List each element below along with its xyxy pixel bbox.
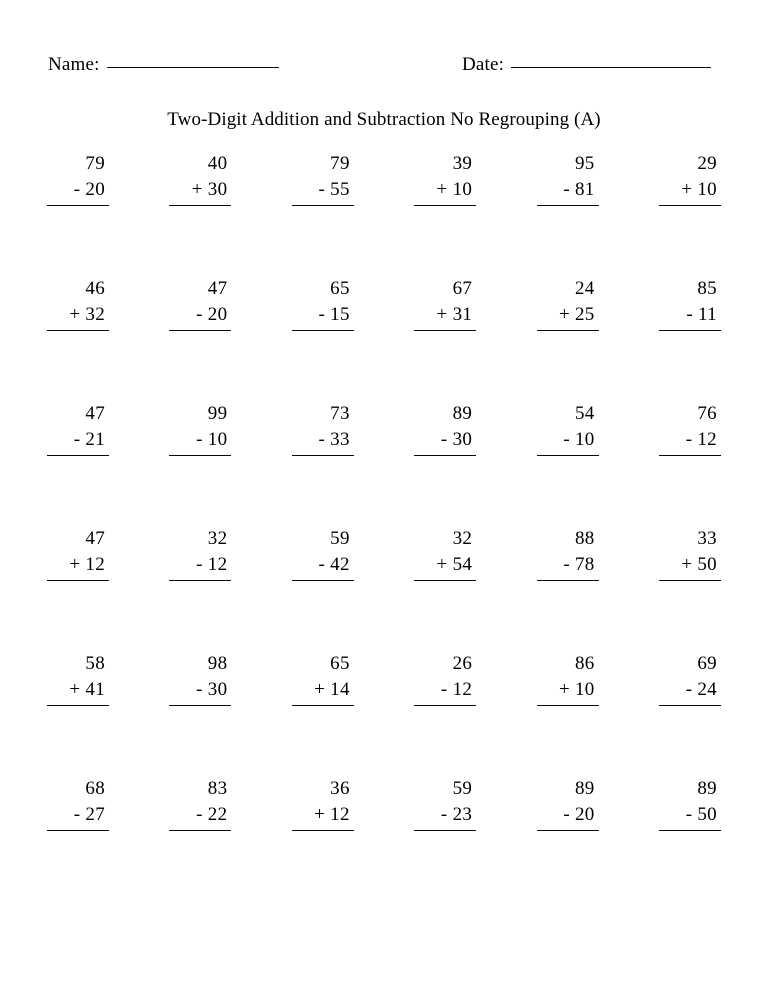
page-title: Two-Digit Addition and Subtraction No Regrouping (A) bbox=[167, 109, 601, 130]
problem-30-top-operand: 69 bbox=[697, 653, 717, 674]
problem-27-answer-line[interactable] bbox=[292, 705, 354, 706]
problem-21-operation-line bbox=[292, 550, 354, 576]
problem-21-top-operand: 59 bbox=[330, 528, 350, 549]
problem-14-top-operand: 99 bbox=[207, 403, 228, 424]
problem-17-top-operand: 54 bbox=[574, 403, 595, 424]
problem-34-bottom-operand: 23 bbox=[452, 804, 473, 825]
problem-34 bbox=[414, 777, 476, 902]
problem-1-operator: - bbox=[73, 179, 81, 200]
problem-24-top-operand: 33 bbox=[697, 528, 717, 549]
problem-30-answer-line[interactable] bbox=[659, 705, 721, 706]
problem-4-bottom-operand: 10 bbox=[452, 179, 473, 200]
problem-5-operator: - bbox=[563, 179, 570, 200]
problem-14-operation-line bbox=[169, 425, 231, 451]
problem-13-operator: - bbox=[73, 429, 81, 450]
problem-19-bottom-operand: 12 bbox=[85, 554, 105, 575]
problem-28 bbox=[414, 652, 476, 777]
problem-23-operator: - bbox=[563, 554, 570, 575]
problem-12-operation-line bbox=[659, 300, 721, 326]
problem-25-operator: + bbox=[69, 679, 81, 700]
problem-35-answer-line[interactable] bbox=[537, 830, 599, 831]
problem-34-operation-line bbox=[414, 800, 476, 826]
problem-31-operation-line bbox=[47, 800, 109, 826]
problem-13 bbox=[47, 402, 109, 527]
problem-35 bbox=[537, 777, 599, 902]
problem-7-bottom-operand: 32 bbox=[85, 304, 105, 325]
problem-4 bbox=[414, 152, 476, 277]
problem-8-top-operand: 47 bbox=[207, 278, 228, 299]
problem-3-operation-line bbox=[292, 175, 354, 201]
problem-row bbox=[47, 152, 721, 277]
problem-7-top-operand: 46 bbox=[85, 278, 105, 299]
problem-17 bbox=[537, 402, 599, 527]
problem-29-operator: + bbox=[558, 679, 570, 700]
problem-34-operator: - bbox=[440, 804, 448, 825]
problem-3-operator: - bbox=[318, 179, 326, 200]
problem-16-top-operand: 89 bbox=[452, 403, 473, 424]
problem-16-operation-line bbox=[414, 425, 476, 451]
problem-15 bbox=[292, 402, 354, 527]
problem-31-operator: - bbox=[73, 804, 81, 825]
problem-10-bottom-operand: 31 bbox=[452, 304, 473, 325]
problem-33-answer-line[interactable] bbox=[292, 830, 354, 831]
problem-4-answer-line[interactable] bbox=[414, 205, 476, 206]
problem-26 bbox=[169, 652, 231, 777]
problem-24-answer-line[interactable] bbox=[659, 580, 721, 581]
problem-25-top-operand: 58 bbox=[85, 653, 105, 674]
problem-1-bottom-operand: 20 bbox=[85, 179, 105, 200]
problem-12-operator: - bbox=[686, 304, 694, 325]
problem-6-bottom-operand: 10 bbox=[697, 179, 717, 200]
problem-23-bottom-operand: 78 bbox=[574, 554, 595, 575]
problem-2-bottom-operand: 30 bbox=[207, 179, 228, 200]
problem-row bbox=[47, 652, 721, 777]
problem-21-answer-line[interactable] bbox=[292, 580, 354, 581]
problem-35-operation-line bbox=[537, 800, 599, 826]
problem-12-top-operand: 85 bbox=[697, 278, 717, 299]
problem-11-operator: + bbox=[558, 304, 570, 325]
problem-22-top-operand: 32 bbox=[452, 528, 473, 549]
problem-27-top-operand: 65 bbox=[330, 653, 350, 674]
problem-14-bottom-operand: 10 bbox=[207, 429, 228, 450]
problem-18-operation-line bbox=[659, 425, 721, 451]
problem-31-answer-line[interactable] bbox=[47, 830, 109, 831]
problem-5-answer-line[interactable] bbox=[537, 205, 599, 206]
problem-10-answer-line[interactable] bbox=[414, 330, 476, 331]
problem-20-answer-line[interactable] bbox=[169, 580, 231, 581]
problem-22-bottom-operand: 54 bbox=[452, 554, 473, 575]
problem-6-top-operand: 29 bbox=[697, 153, 717, 174]
problem-22 bbox=[414, 527, 476, 652]
date-input-line[interactable] bbox=[511, 67, 711, 68]
problem-29-operation-line bbox=[537, 675, 599, 701]
problem-8-answer-line[interactable] bbox=[169, 330, 231, 331]
problem-16-answer-line[interactable] bbox=[414, 455, 476, 456]
problem-19 bbox=[47, 527, 109, 652]
problem-32-top-operand: 83 bbox=[207, 778, 228, 799]
problem-36-answer-line[interactable] bbox=[659, 830, 721, 831]
problem-23-answer-line[interactable] bbox=[537, 580, 599, 581]
problem-7 bbox=[47, 277, 109, 402]
problem-32-operator: - bbox=[196, 804, 203, 825]
problem-18-top-operand: 76 bbox=[697, 403, 717, 424]
problem-28-top-operand: 26 bbox=[452, 653, 473, 674]
problem-33 bbox=[292, 777, 354, 902]
problem-14-answer-line[interactable] bbox=[169, 455, 231, 456]
problem-24-bottom-operand: 50 bbox=[697, 554, 717, 575]
problem-grid bbox=[47, 152, 721, 902]
problem-17-operation-line bbox=[537, 425, 599, 451]
problem-21-bottom-operand: 42 bbox=[330, 554, 350, 575]
problem-5-top-operand: 95 bbox=[574, 153, 595, 174]
problem-26-bottom-operand: 30 bbox=[207, 679, 228, 700]
problem-17-bottom-operand: 10 bbox=[574, 429, 595, 450]
problem-23-operation-line bbox=[537, 550, 599, 576]
problem-14-operator: - bbox=[196, 429, 203, 450]
problem-13-operation-line bbox=[47, 425, 109, 451]
problem-row bbox=[47, 527, 721, 652]
problem-20-bottom-operand: 12 bbox=[207, 554, 228, 575]
problem-8-operator: - bbox=[196, 304, 203, 325]
problem-19-operator: + bbox=[69, 554, 81, 575]
problem-15-bottom-operand: 33 bbox=[330, 429, 350, 450]
problem-3 bbox=[292, 152, 354, 277]
problem-15-operation-line bbox=[292, 425, 354, 451]
problem-5-operation-line bbox=[537, 175, 599, 201]
problem-24 bbox=[659, 527, 721, 652]
problem-27 bbox=[292, 652, 354, 777]
problem-26-top-operand: 98 bbox=[207, 653, 228, 674]
problem-10-top-operand: 67 bbox=[452, 278, 473, 299]
problem-31-bottom-operand: 27 bbox=[85, 804, 105, 825]
problem-10-operation-line bbox=[414, 300, 476, 326]
problem-29-top-operand: 86 bbox=[574, 653, 595, 674]
name-input-line[interactable] bbox=[107, 67, 279, 68]
problem-27-operation-line bbox=[292, 675, 354, 701]
problem-7-answer-line[interactable] bbox=[47, 330, 109, 331]
problem-16 bbox=[414, 402, 476, 527]
problem-23-top-operand: 88 bbox=[574, 528, 595, 549]
problem-33-operation-line bbox=[292, 800, 354, 826]
problem-2-operator: + bbox=[191, 179, 203, 200]
problem-4-top-operand: 39 bbox=[452, 153, 473, 174]
problem-27-operator: + bbox=[314, 679, 326, 700]
problem-26-operation-line bbox=[169, 675, 231, 701]
problem-3-bottom-operand: 55 bbox=[330, 179, 350, 200]
problem-1-answer-line[interactable] bbox=[47, 205, 109, 206]
problem-30-operator: - bbox=[685, 679, 693, 700]
problem-13-answer-line[interactable] bbox=[47, 455, 109, 456]
problem-2 bbox=[169, 152, 231, 277]
problem-5-bottom-operand: 81 bbox=[574, 179, 595, 200]
problem-36-top-operand: 89 bbox=[697, 778, 717, 799]
problem-9-operator: - bbox=[318, 304, 326, 325]
problem-15-top-operand: 73 bbox=[330, 403, 350, 424]
problem-29-bottom-operand: 10 bbox=[574, 679, 595, 700]
problem-23 bbox=[537, 527, 599, 652]
problem-30-bottom-operand: 24 bbox=[697, 679, 717, 700]
problem-9-top-operand: 65 bbox=[330, 278, 350, 299]
problem-6-answer-line[interactable] bbox=[659, 205, 721, 206]
problem-11-answer-line[interactable] bbox=[537, 330, 599, 331]
problem-12-bottom-operand: 11 bbox=[698, 304, 717, 325]
problem-19-answer-line[interactable] bbox=[47, 580, 109, 581]
problem-21 bbox=[292, 527, 354, 652]
problem-21-operator: - bbox=[318, 554, 326, 575]
problem-9-answer-line[interactable] bbox=[292, 330, 354, 331]
problem-10 bbox=[414, 277, 476, 402]
problem-1 bbox=[47, 152, 109, 277]
problem-26-answer-line[interactable] bbox=[169, 705, 231, 706]
problem-30-operation-line bbox=[659, 675, 721, 701]
problem-2-top-operand: 40 bbox=[207, 153, 228, 174]
problem-11-operation-line bbox=[537, 300, 599, 326]
problem-3-top-operand: 79 bbox=[330, 153, 350, 174]
problem-36 bbox=[659, 777, 721, 902]
problem-20-operation-line bbox=[169, 550, 231, 576]
worksheet-header bbox=[0, 54, 768, 84]
problem-2-answer-line[interactable] bbox=[169, 205, 231, 206]
problem-36-operator: - bbox=[685, 804, 693, 825]
problem-8-operation-line bbox=[169, 300, 231, 326]
problem-8-bottom-operand: 20 bbox=[207, 304, 228, 325]
problem-6 bbox=[659, 152, 721, 277]
problem-8 bbox=[169, 277, 231, 402]
problem-3-answer-line[interactable] bbox=[292, 205, 354, 206]
problem-7-operator: + bbox=[69, 304, 81, 325]
problem-9 bbox=[292, 277, 354, 402]
problem-1-top-operand: 79 bbox=[85, 153, 105, 174]
problem-13-bottom-operand: 21 bbox=[85, 429, 105, 450]
problem-16-operator: - bbox=[440, 429, 448, 450]
problem-4-operation-line bbox=[414, 175, 476, 201]
problem-36-bottom-operand: 50 bbox=[697, 804, 717, 825]
problem-1-operation-line bbox=[47, 175, 109, 201]
problem-32-bottom-operand: 22 bbox=[207, 804, 228, 825]
problem-19-operation-line bbox=[47, 550, 109, 576]
problem-26-operator: - bbox=[196, 679, 203, 700]
problem-16-bottom-operand: 30 bbox=[452, 429, 473, 450]
problem-35-operator: - bbox=[563, 804, 570, 825]
problem-22-answer-line[interactable] bbox=[414, 580, 476, 581]
problem-18-answer-line[interactable] bbox=[659, 455, 721, 456]
problem-25 bbox=[47, 652, 109, 777]
problem-17-answer-line[interactable] bbox=[537, 455, 599, 456]
date-label: Date: bbox=[462, 54, 505, 75]
problem-28-operation-line bbox=[414, 675, 476, 701]
problem-4-operator: + bbox=[436, 179, 448, 200]
problem-35-top-operand: 89 bbox=[574, 778, 595, 799]
problem-36-operation-line bbox=[659, 800, 721, 826]
problem-12 bbox=[659, 277, 721, 402]
problem-20 bbox=[169, 527, 231, 652]
problem-9-operation-line bbox=[292, 300, 354, 326]
problem-2-operation-line bbox=[169, 175, 231, 201]
problem-row bbox=[47, 777, 721, 902]
problem-28-operator: - bbox=[440, 679, 448, 700]
problem-31 bbox=[47, 777, 109, 902]
problem-32 bbox=[169, 777, 231, 902]
date-field bbox=[462, 54, 711, 76]
problem-29 bbox=[537, 652, 599, 777]
problem-28-answer-line[interactable] bbox=[414, 705, 476, 706]
problem-34-answer-line[interactable] bbox=[414, 830, 476, 831]
problem-15-operator: - bbox=[318, 429, 326, 450]
problem-19-top-operand: 47 bbox=[85, 528, 105, 549]
problem-33-bottom-operand: 12 bbox=[330, 804, 350, 825]
problem-24-operation-line bbox=[659, 550, 721, 576]
problem-28-bottom-operand: 12 bbox=[452, 679, 473, 700]
problem-7-operation-line bbox=[47, 300, 109, 326]
problem-row bbox=[47, 277, 721, 402]
problem-5 bbox=[537, 152, 599, 277]
name-label: Name: bbox=[48, 54, 100, 75]
problem-14 bbox=[169, 402, 231, 527]
problem-11-top-operand: 24 bbox=[574, 278, 595, 299]
problem-31-top-operand: 68 bbox=[85, 778, 105, 799]
problem-15-answer-line[interactable] bbox=[292, 455, 354, 456]
problem-6-operator: + bbox=[681, 179, 693, 200]
problem-35-bottom-operand: 20 bbox=[574, 804, 595, 825]
problem-33-top-operand: 36 bbox=[330, 778, 350, 799]
problem-25-answer-line[interactable] bbox=[47, 705, 109, 706]
problem-6-operation-line bbox=[659, 175, 721, 201]
problem-18-bottom-operand: 12 bbox=[697, 429, 717, 450]
problem-20-operator: - bbox=[196, 554, 203, 575]
problem-10-operator: + bbox=[436, 304, 448, 325]
problem-11 bbox=[537, 277, 599, 402]
problem-11-bottom-operand: 25 bbox=[574, 304, 595, 325]
problem-22-operation-line bbox=[414, 550, 476, 576]
problem-9-bottom-operand: 15 bbox=[330, 304, 350, 325]
problem-25-bottom-operand: 41 bbox=[85, 679, 105, 700]
problem-13-top-operand: 47 bbox=[85, 403, 105, 424]
problem-32-operation-line bbox=[169, 800, 231, 826]
problem-25-operation-line bbox=[47, 675, 109, 701]
problem-34-top-operand: 59 bbox=[452, 778, 473, 799]
problem-20-top-operand: 32 bbox=[207, 528, 228, 549]
problem-33-operator: + bbox=[314, 804, 326, 825]
problem-22-operator: + bbox=[436, 554, 448, 575]
problem-18-operator: - bbox=[685, 429, 693, 450]
problem-30 bbox=[659, 652, 721, 777]
problem-12-answer-line[interactable] bbox=[659, 330, 721, 331]
problem-18 bbox=[659, 402, 721, 527]
problem-29-answer-line[interactable] bbox=[537, 705, 599, 706]
name-field bbox=[48, 54, 279, 76]
problem-27-bottom-operand: 14 bbox=[330, 679, 350, 700]
problem-row bbox=[47, 402, 721, 527]
problem-32-answer-line[interactable] bbox=[169, 830, 231, 831]
problem-17-operator: - bbox=[563, 429, 570, 450]
problem-24-operator: + bbox=[681, 554, 693, 575]
